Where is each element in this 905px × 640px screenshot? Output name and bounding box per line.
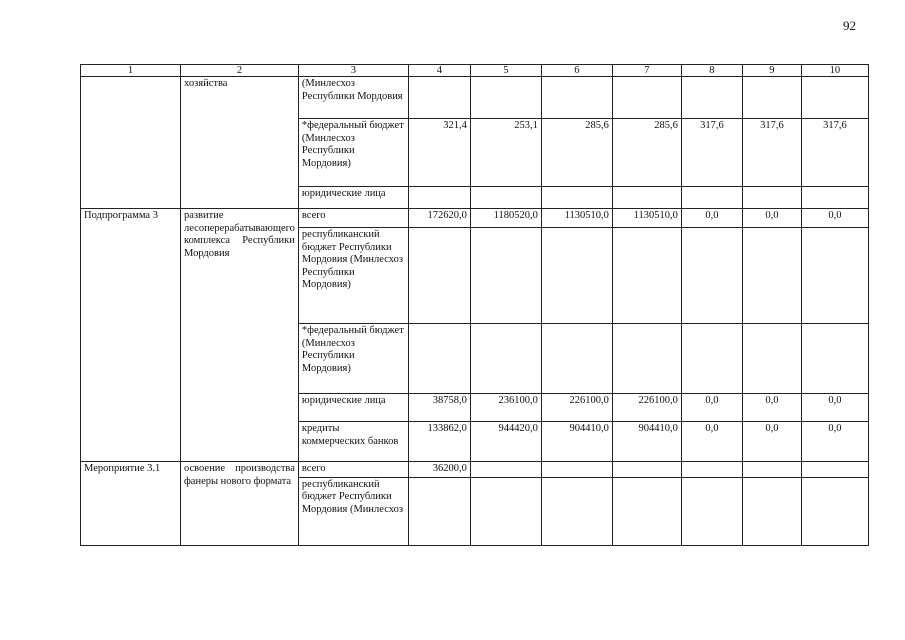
funding-source-cell: кредиты коммерческих банков: [298, 422, 408, 462]
table-row: [81, 77, 869, 119]
value-cell: 285,6: [612, 119, 681, 187]
value-cell: 904410,0: [541, 422, 612, 462]
value-cell: 0,0: [742, 394, 801, 422]
budget-table: [80, 64, 869, 546]
value-cell: 0,0: [801, 394, 868, 422]
value-cell: 236100,0: [470, 394, 541, 422]
value-cell: 944420,0: [470, 422, 541, 462]
program-cell: [81, 77, 181, 209]
funding-source-cell: *федеральный бюджет (Минлесхоз Республики Мордовия): [298, 119, 408, 187]
funding-source-cell: юридические лица: [298, 394, 408, 422]
activity-name-cell: освоение производства фанеры нового формата: [181, 462, 299, 546]
value-cell: 317,6: [801, 119, 868, 187]
funding-source-cell: всего: [298, 462, 408, 478]
column-header: 2: [181, 65, 299, 77]
value-cell: 0,0: [681, 209, 742, 228]
funding-source-cell: (Минлесхоз Республики Мордовия: [298, 77, 408, 119]
value-cell: 1130510,0: [612, 209, 681, 228]
table-row: [81, 209, 869, 228]
activity-name-cell: развитие лесоперерабатывающего комплекса Республики Мордовия: [181, 209, 299, 462]
funding-source-cell: юридические лица: [298, 187, 408, 209]
value-cell: 226100,0: [612, 394, 681, 422]
column-header: 7: [612, 65, 681, 77]
value-cell: 317,6: [742, 119, 801, 187]
column-header: 3: [298, 65, 408, 77]
value-cell: 0,0: [742, 422, 801, 462]
table-row: [81, 462, 869, 478]
value-cell: 172620,0: [408, 209, 470, 228]
value-cell: 904410,0: [612, 422, 681, 462]
value-cell: 317,6: [681, 119, 742, 187]
program-cell: Мероприятие 3.1: [81, 462, 181, 546]
value-cell: 0,0: [801, 209, 868, 228]
funding-source-cell: республиканский бюджет Республики Мордовия (Минлесхоз: [298, 477, 408, 545]
value-cell: 0,0: [801, 422, 868, 462]
funding-source-cell: всего: [298, 209, 408, 228]
value-cell: 321,4: [408, 119, 470, 187]
program-cell: Подпрограмма 3: [81, 209, 181, 462]
value-cell: 0,0: [681, 422, 742, 462]
column-header: 10: [801, 65, 868, 77]
column-header: 4: [408, 65, 470, 77]
value-cell: 1130510,0: [541, 209, 612, 228]
value-cell: 285,6: [541, 119, 612, 187]
column-header: 8: [681, 65, 742, 77]
value-cell: 133862,0: [408, 422, 470, 462]
value-cell: 1180520,0: [470, 209, 541, 228]
value-cell: 226100,0: [541, 394, 612, 422]
funding-source-cell: *федеральный бюджет (Минлесхоз Республики Мордовия): [298, 324, 408, 394]
value-cell: 0,0: [742, 209, 801, 228]
value-cell: 253,1: [470, 119, 541, 187]
column-header: 1: [81, 65, 181, 77]
table-header-row: [81, 65, 869, 77]
value-cell: 38758,0: [408, 394, 470, 422]
value-cell: 0,0: [681, 394, 742, 422]
value-cell: 36200,0: [408, 462, 470, 478]
activity-name-cell: хозяйства: [181, 77, 299, 209]
column-header: 6: [541, 65, 612, 77]
funding-source-cell: республиканский бюджет Республики Мордовия (Минлесхоз Республики Мордовия): [298, 228, 408, 324]
column-header: 5: [470, 65, 541, 77]
page-number: 92: [843, 18, 856, 33]
column-header: 9: [742, 65, 801, 77]
